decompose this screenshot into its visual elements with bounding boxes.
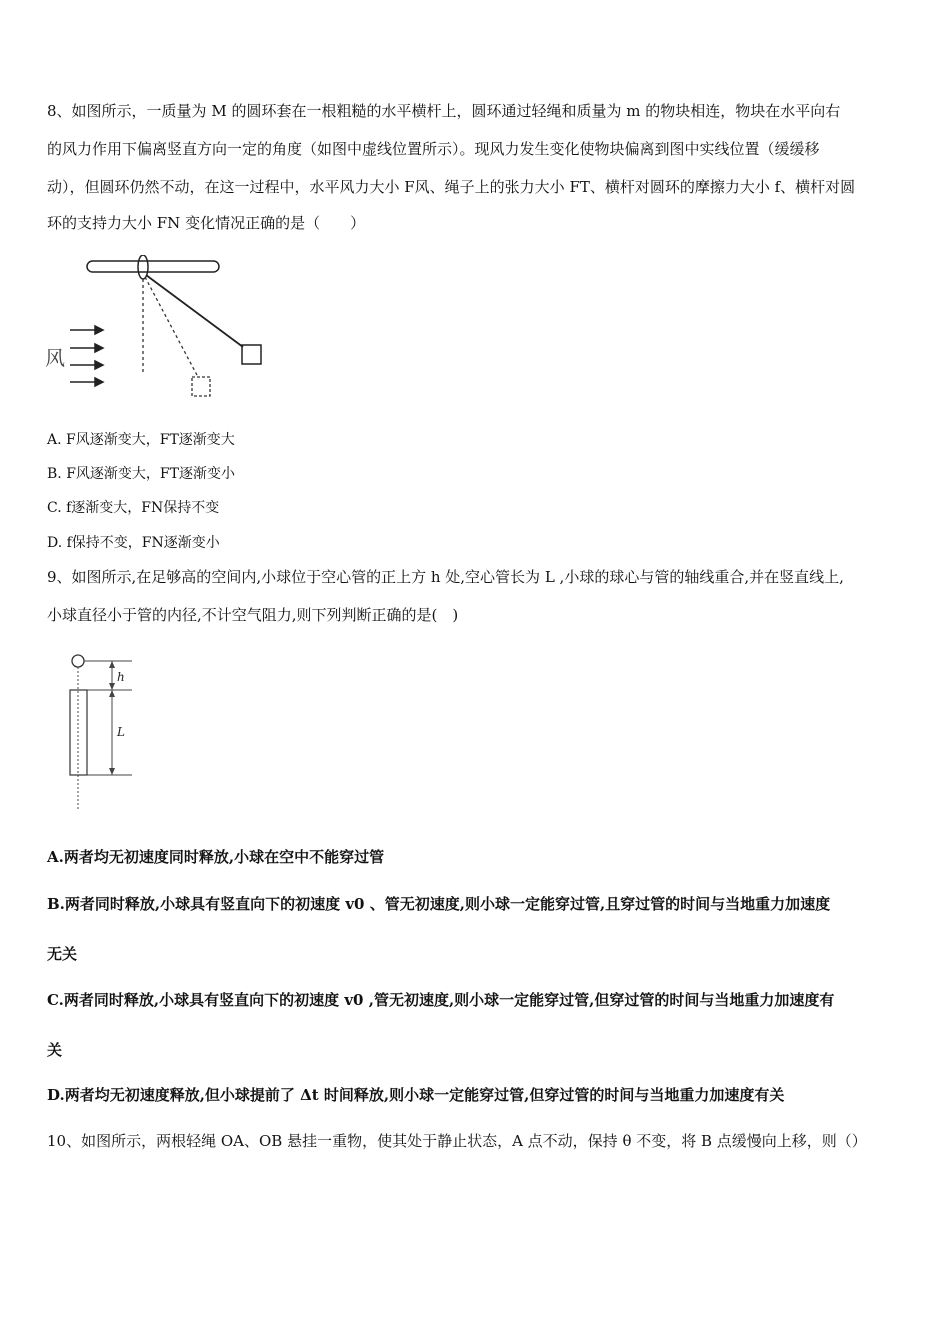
q9-line-1: 9、如图所示,在足够高的空间内,小球位于空心管的正上方 h 处,空心管长为 L ,小球的球心与管的轴线重合,并在竖直线上, bbox=[47, 568, 844, 586]
q9-figure bbox=[62, 645, 172, 815]
horizontal-rod bbox=[87, 261, 219, 272]
label-L: L bbox=[117, 725, 125, 739]
q9-option-c-line-2: 关 bbox=[47, 1041, 63, 1059]
q9-option-d: D.两者均无初速度释放,但小球提前了 Δt 时间释放,则小球一定能穿过管,但穿过管的时间与当地重力加速度有关 bbox=[47, 1086, 785, 1104]
ball bbox=[72, 655, 84, 667]
q8-line-1: 8、如图所示，一质量为 M 的圆环套在一根粗糙的水平横杆上，圆环通过轻绳和质量为 m 的物块相连，物块在水平向右 bbox=[47, 102, 841, 120]
wind-arrows bbox=[70, 326, 103, 386]
q8-option-b: B. F风逐渐变大，FT逐渐变小 bbox=[47, 466, 235, 482]
solid-block bbox=[242, 345, 261, 364]
q8-line-2: 的风力作用下偏离竖直方向一定的角度（如图中虚线位置所示）。现风力发生变化使物块偏离到图中实线位置（缓缓移 bbox=[47, 140, 820, 158]
q8-option-c: C. f逐渐变大，FN保持不变 bbox=[47, 500, 220, 516]
dashed-rope bbox=[145, 277, 198, 377]
dashed-block bbox=[192, 377, 210, 396]
wind-label: 风 bbox=[45, 346, 65, 370]
q8-option-d: D. f保持不变，FN逐渐变小 bbox=[47, 535, 220, 551]
q8-figure bbox=[40, 255, 280, 405]
q8-line-3: 动），但圆环仍然不动，在这一过程中，水平风力大小 F风、绳子上的张力大小 FT、横杆对圆环的摩擦力大小 f、横杆对圆 bbox=[47, 178, 856, 196]
q9-option-b-line-1: B.两者同时释放,小球具有竖直向下的初速度 v0 、管无初速度,则小球一定能穿过管,且穿过管的时间与当地重力加速度 bbox=[47, 895, 831, 913]
q9-option-b-line-2: 无关 bbox=[47, 945, 78, 963]
q9-option-a: A.两者均无初速度同时释放,小球在空中不能穿过管 bbox=[47, 848, 385, 866]
solid-rope bbox=[146, 275, 243, 347]
q8-line-4: 环的支持力大小 FN 变化情况正确的是（ ） bbox=[47, 214, 366, 232]
q8-option-a: A. F风逐渐变大，FT逐渐变大 bbox=[47, 432, 235, 448]
q9-option-c-line-1: C.两者同时释放,小球具有竖直向下的初速度 v0 ,管无初速度,则小球一定能穿过管,但穿过管的时间与当地重力加速度有 bbox=[47, 991, 835, 1009]
q9-line-2: 小球直径小于管的内径,不计空气阻力,则下列判断正确的是( ) bbox=[47, 606, 459, 624]
label-h: h bbox=[117, 670, 125, 684]
q10-line: 10、如图所示，两根轻绳 OA、OB 悬挂一重物，使其处于静止状态，A 点不动，保持 θ 不变，将 B 点缓慢向上移，则（） bbox=[47, 1132, 867, 1150]
